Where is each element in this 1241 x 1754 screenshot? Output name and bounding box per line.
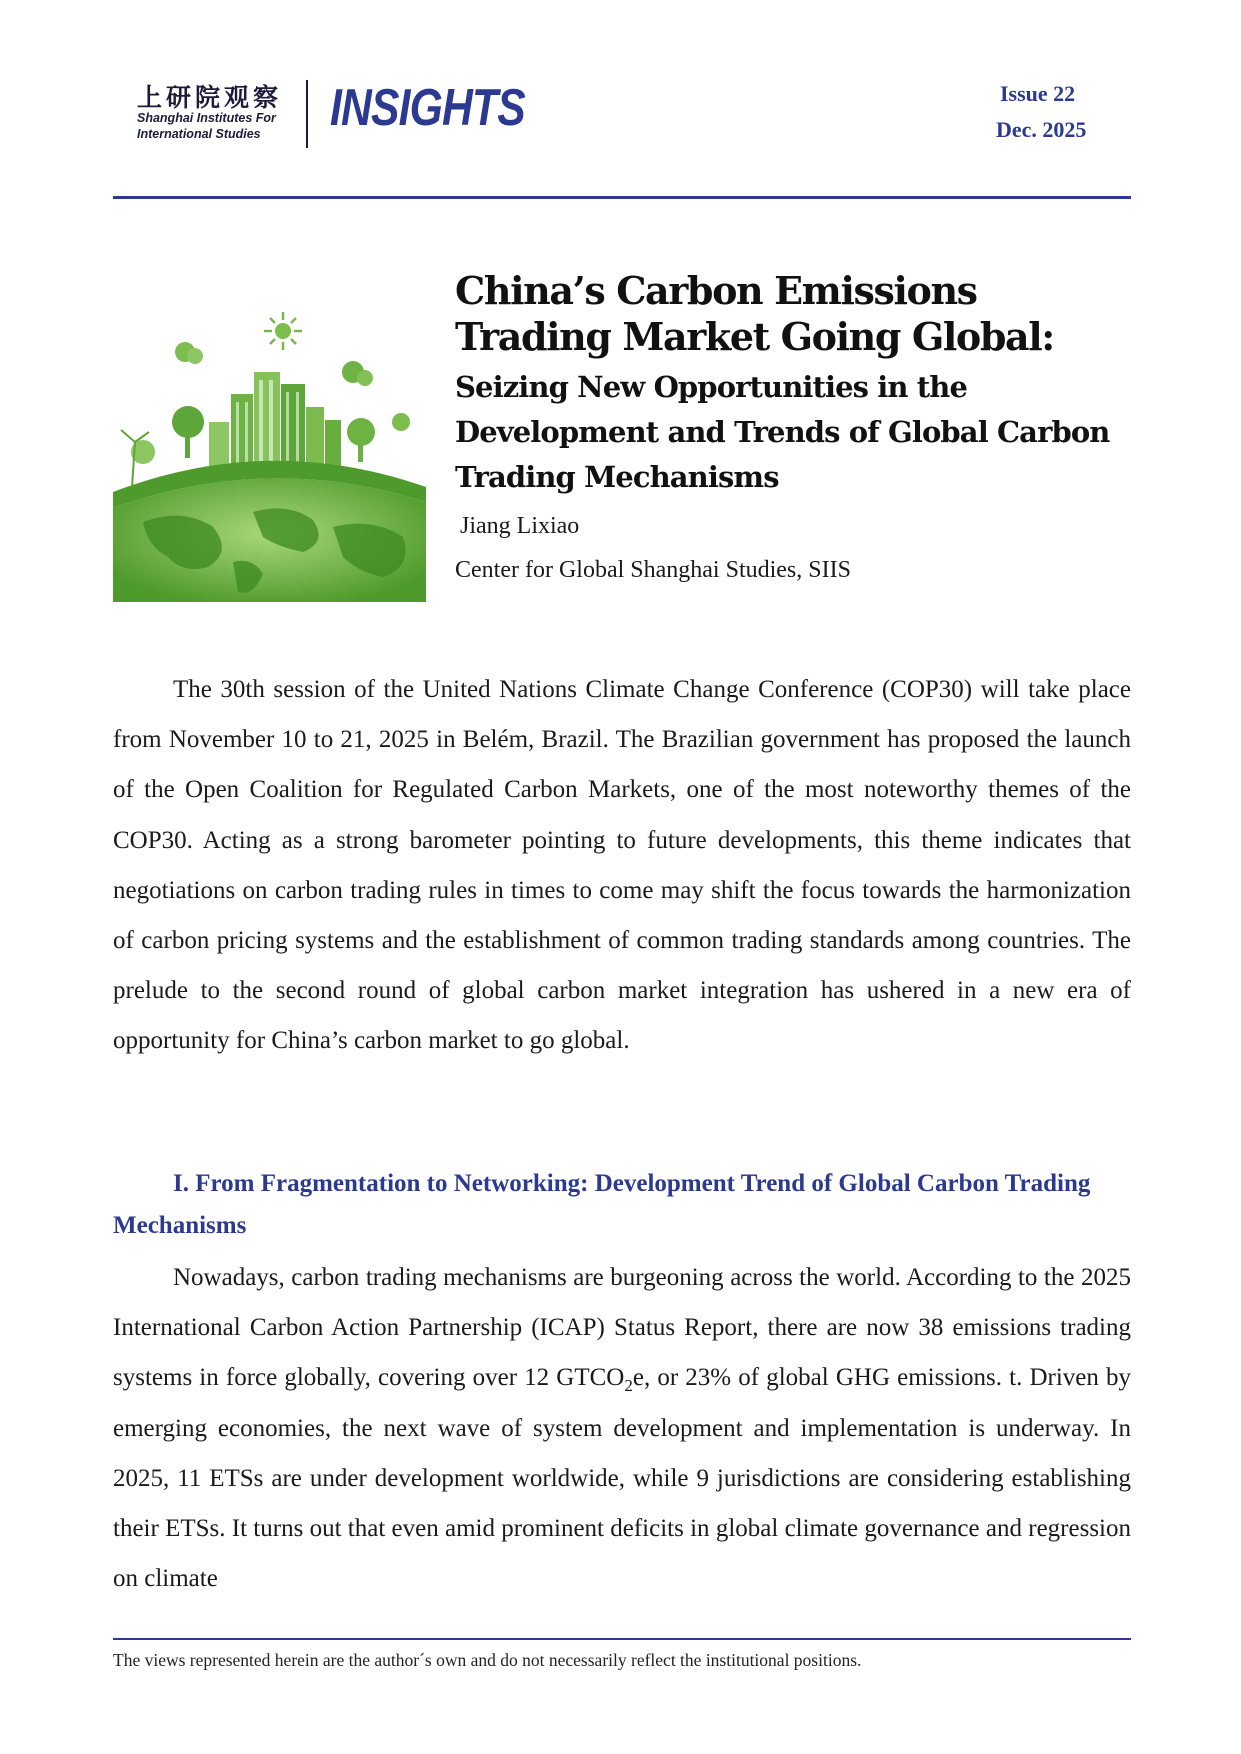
series-title: INSIGHTS bbox=[330, 79, 525, 137]
header-rule bbox=[113, 196, 1131, 199]
section-heading-1: I. From Fragmentation to Networking: Development Trend of Global Carbon Trading Mechanisms bbox=[113, 1170, 1091, 1239]
paragraph-text: The 30th session of the United Nations Climate Change Conference (COP30) will take place from November 10 to 21, 2025 in Belém, Brazil. The Brazilian government has proposed the launch of the Open Coalition for Regulated Carbon Markets, one of the most noteworthy themes of the COP30. Acting as a strong barometer pointing to future developments, this theme indicates that negotiations on carbon trading rules in times to come may shift the focus towards the harmonization of carbon pricing systems and the establishment of common trading standards among countries. The prelude to the second round of global carbon market integration has ushered in a new era of opportunity for China’s carbon market to go global. bbox=[113, 676, 1131, 1055]
issue-number: Issue 22 bbox=[1000, 81, 1076, 106]
logo-english-name-line2: International Studies bbox=[137, 127, 261, 141]
logo-english-name-line1: Shanghai Institutes For bbox=[137, 111, 276, 125]
paragraph-text-part2: e, or 23% of global GHG emissions. t. Driven by emerging economies, the next wave of system development and implementation is underway. In 2025, 11 ETSs are under development worldwide, while 9 jurisdictions are considering establishing their ETSs. It turns out that even amid prominent deficits in global climate governance and regression on climate bbox=[113, 1364, 1131, 1593]
logo-divider bbox=[306, 80, 308, 148]
subscript-2: 2 bbox=[624, 1376, 633, 1396]
article-subtitle: Seizing New Opportunities in the Development and Trends of Global Carbon Trading Mechanisms bbox=[455, 370, 1110, 494]
footer-rule bbox=[113, 1638, 1131, 1640]
green-city-globe-illustration-icon bbox=[113, 312, 426, 602]
paragraph-text-part1: Nowadays, carbon trading mechanisms are burgeoning across the world. According to the 2025 International Carbon Action Partnership (ICAP) Status Report, there are now 38 emissions trading systems in force globally, covering over 12 GTCO bbox=[113, 1264, 1131, 1392]
author-name: Jiang Lixiao bbox=[460, 513, 580, 539]
issue-date: Dec. 2025 bbox=[996, 117, 1087, 142]
article-title: China’s Carbon Emissions Trading Market Going Global: bbox=[455, 268, 1054, 359]
body-paragraph-2 bbox=[113, 1253, 1131, 1604]
footer-disclaimer: The views represented herein are the author´s own and do not necessarily reflect the institutional positions. bbox=[113, 1650, 862, 1670]
body-paragraph-1 bbox=[113, 665, 1131, 1067]
paragraph-text bbox=[113, 1253, 1131, 1604]
author-affiliation: Center for Global Shanghai Studies, SIIS bbox=[455, 557, 851, 583]
logo-chinese-name: 上研院观察 bbox=[137, 83, 283, 112]
